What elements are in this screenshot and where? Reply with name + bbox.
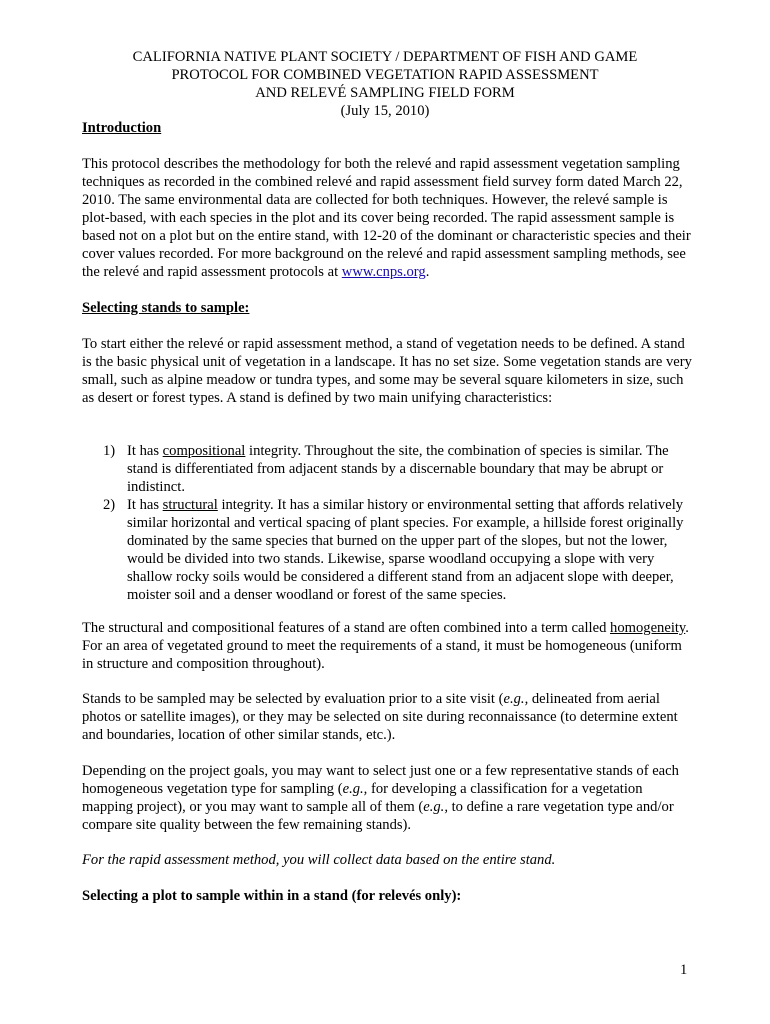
eg-abbrev: e.g., [342,781,368,797]
document-title [0,48,770,120]
eg-abbrev: e.g., [503,691,529,707]
stands-paragraph-2 [82,619,694,673]
introduction-paragraph [82,155,694,281]
characteristics-list [82,442,694,604]
list-number: 2) [103,497,116,513]
cnps-link[interactable]: www.cnps.org [341,264,426,280]
eg-abbrev: e.g., [423,799,448,815]
para-text: for developing a classification for a vegetation mapping project), or you may want to sample all of them ( [82,781,643,815]
selecting-plot-heading: Selecting a plot to sample within in a stand (for relevés only): [82,888,462,904]
introduction-heading: Introduction [82,120,162,136]
stands-paragraph-1 [82,335,694,407]
title-line-3: AND RELEVÉ SAMPLING FIELD FORM [255,85,515,101]
stands-text-1: To start either the relevé or rapid assessment method, a stand of vegetation needs to be defined. A stand is the basic physical unit of vegetation in a landscape. It has no set size. Some vegetation stands are very small, such as alpine meadow or tundra types, and some may be several square kilometers in size, such as desert or forest types. A stand is defined by two main unifying characteristics: [82,336,692,406]
intro-text-end: . [425,264,430,280]
list-text: It has [127,497,163,513]
compositional-term: compositional [162,443,246,459]
title-date: (July 15, 2010) [340,103,430,119]
rapid-assessment-note: For the rapid assessment method, you will collect data based on the entire stand. [82,852,556,868]
para-text: . For an area of vegetated ground to meet the requirements of a stand, it must be homogeneous (uniform in structure and composition throughout). [82,620,689,672]
para-text: Stands to be sampled may be selected by evaluation prior to a site visit ( [82,691,504,707]
page-number: 1 [680,962,688,978]
para-text: Depending on the project goals, you may want to select just one or a few representative stands of each homogeneous vegetation type for sampling ( [82,763,679,797]
stands-paragraph-4 [82,762,694,834]
list-text: It has [127,443,163,459]
list-item [82,442,694,496]
title-line-2: PROTOCOL FOR COMBINED VEGETATION RAPID ASSESSMENT [171,67,599,83]
stands-paragraph-3 [82,690,694,744]
list-text: integrity. It has a similar history or environmental setting that affords relatively similar horizontal and vertical spacing of plant species. For example, a hillside forest originally dominated by the same species that burned on the upper part of the slopes, but not the lower, would be divided into two stands. Likewise, sparse woodland occupying a slope with very shallow rocky soils would be considered a different stand from an adjacent slope with deeper, moister soil and a denser woodland or forest of the same species. [127,497,684,603]
para-text: delineated from aerial photos or satellite images), or they may be selected on site during reconnaissance (to determine extent and boundaries, location of other similar stands, etc.). [82,691,678,743]
para-text: The structural and compositional features of a stand are often combined into a term called [82,620,611,636]
homogeneity-term: homogeneity [610,620,686,636]
intro-text: This protocol describes the methodology for both the relevé and rapid assessment vegetation sampling techniques as recorded in the combined relevé and rapid assessment field survey form dated March 22, 2010. The same environmental data are collected for both techniques. However, the relevé sample is plot-based, with each species in the plot and its cover being recorded. The rapid assessment sample is based not on a plot but on the entire stand, with 12-20 of the dominant or characteristic species and their cover values recorded. For more background on the relevé and rapid assessment sampling methods, see the relevé and rapid assessment protocols at [82,156,691,280]
para-text: to define a rare vegetation type and/or compare site quality between the few remaining stands). [82,799,674,833]
selecting-stands-heading: Selecting stands to sample: [82,300,250,316]
title-line-1: CALIFORNIA NATIVE PLANT SOCIETY / DEPARTMENT OF FISH AND GAME [132,49,638,65]
list-number: 1) [103,443,116,459]
list-item [82,496,694,604]
list-text: integrity. Throughout the site, the combination of species is similar. The stand is differentiated from adjacent stands by a discernable boundary that may be abrupt or indistinct. [127,443,669,495]
structural-term: structural [162,497,218,513]
